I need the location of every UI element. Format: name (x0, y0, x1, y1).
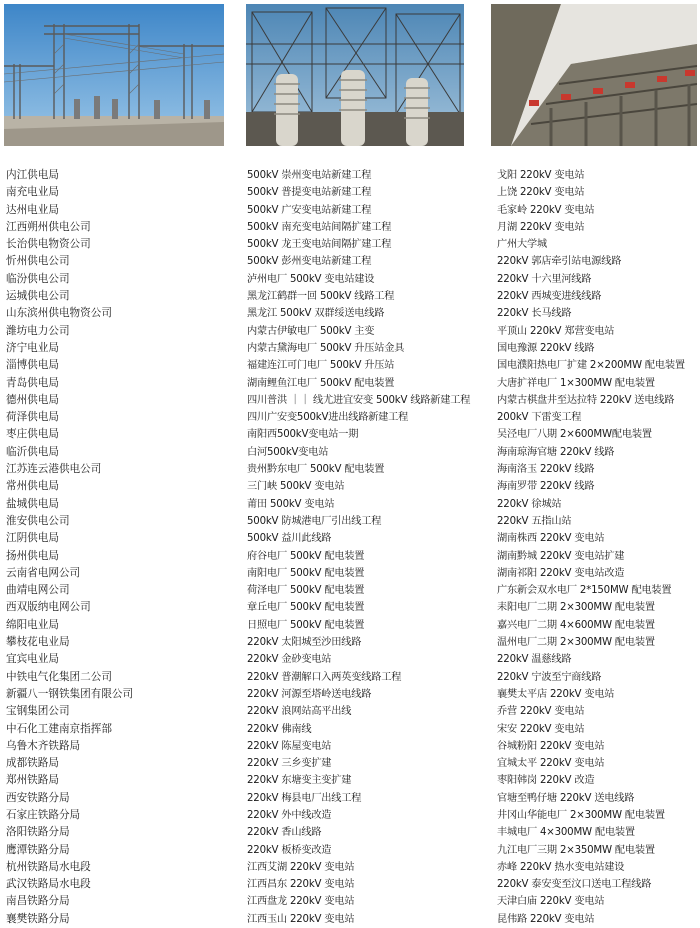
list-item: 盐城供电局 (6, 497, 59, 510)
list-item: 荷泽供电局 (6, 411, 59, 424)
list-item: 忻州供电公司 (6, 255, 70, 268)
list-item: 220kV 西城变进线线路 (497, 291, 602, 303)
list-item: 昆伟路 220kV 变电站 (497, 913, 595, 925)
list-item: 大唐扩祥电厂 1×300MW 配电装置 (497, 377, 655, 389)
list-item: 220kV 陈屋变电站 (247, 740, 332, 752)
list-item: 上饶 220kV 变电站 (497, 187, 585, 199)
list-item: 乔营 220kV 变电站 (497, 706, 585, 718)
list-item: 黑龙江鹤群一回 500kV 线路工程 (247, 291, 395, 303)
list-item: 江西盘龙 220kV 变电站 (247, 896, 355, 908)
list-item: 温州电厂二期 2×300MW 配电装置 (497, 637, 655, 649)
list-item: 四川广安变500kV进出线路新建工程 (247, 412, 409, 424)
list-item: 220kV 外中线改造 (247, 809, 332, 821)
list-item: 攀枝花电业局 (6, 636, 70, 649)
list-item: 220kV 东塘变主变扩建 (247, 775, 352, 787)
list-item: 石家庄铁路分局 (6, 808, 81, 821)
list-item: 海南琼海官塘 220kV 线路 (497, 446, 615, 458)
list-item: 曲靖电网公司 (6, 584, 70, 597)
list-item: 220kV 泰安变至汶口送电工程线路 (497, 879, 652, 891)
list-item: 德州供电局 (6, 393, 59, 406)
list-item: 临汾供电公司 (6, 272, 70, 285)
list-item: 国电濮阳热电厂扩建 2×200MW 配电装置 (497, 360, 685, 372)
list-item: 三门峡 500kV 变电站 (247, 481, 345, 493)
list-item: 戈阳 220kV 变电站 (497, 170, 585, 181)
list-item: 襄樊太平店 220kV 变电站 (497, 688, 615, 700)
list-item: 达州电业局 (6, 203, 59, 216)
list-item: 内蒙古黛海电厂 500kV 升压站金具 (247, 342, 405, 354)
list-item: 220kV 徐城站 (497, 498, 562, 510)
list-item: 220kV 宁波至宁商线路 (497, 671, 602, 683)
list-item: 220kV 三乡变扩建 (247, 758, 332, 770)
list-item: 内蒙古棋盘井至达拉特 220kV 送电线路 (497, 394, 675, 406)
list-item: 南昌铁路分局 (6, 895, 70, 908)
list-item: 500kV 广安变电站新建工程 (247, 204, 372, 216)
list-item: 220kV 金砂变电站 (247, 654, 332, 666)
list-item: 中石化工建南京指挥部 (6, 722, 112, 735)
list-item: 日照电厂 500kV 配电装置 (247, 619, 365, 631)
list-item: 宝钢集团公司 (6, 705, 70, 718)
list-item: 济宁电业局 (6, 341, 59, 354)
list-item: 青岛供电局 (6, 376, 59, 389)
list-item: 云南省电网公司 (6, 566, 81, 579)
list-item: 长治供电物资公司 (6, 238, 91, 251)
list-item: 枣阳韩岗 220kV 改造 (497, 775, 595, 787)
list-item: 宜城太平 220kV 变电站 (497, 758, 605, 770)
list-item: 莆田 500kV 变电站 (247, 498, 335, 510)
list-item: 220kV 五指山站 (497, 515, 572, 527)
list-item: 江西朔州供电公司 (6, 220, 91, 233)
list-item: 绵阳电业局 (6, 618, 59, 631)
list-item: 220kV 太阳城至沙田线路 (247, 637, 362, 649)
list-item: 襄樊铁路分局 (6, 912, 70, 925)
list-item: 府谷电厂 500kV 配电装置 (247, 550, 365, 562)
list-item: 江西玉山 220kV 变电站 (247, 913, 355, 925)
list-item: 官塘至鸭仔塘 220kV 送电线路 (497, 792, 635, 804)
list-item: 耒阳电厂二期 2×300MW 配电装置 (497, 602, 655, 614)
list-item: 常州供电局 (6, 480, 59, 493)
list-item: 湖南株西 220kV 变电站 (497, 533, 605, 545)
list-item: 乌鲁木齐铁路局 (6, 739, 81, 752)
list-item: 宜宾电业局 (6, 653, 59, 666)
list-item: 鹰潭铁路分局 (6, 843, 70, 856)
list-item: 福建连江可门电厂 500kV 升压站 (247, 360, 395, 372)
list-item: 赤峰 220kV 热水变电站建设 (497, 861, 625, 873)
list-item: 吴泾电厂八期 2×600MW配电装置 (497, 429, 652, 441)
list-item: 江西昌东 220kV 变电站 (247, 879, 355, 891)
list-item: 郑州铁路局 (6, 774, 59, 787)
list-item: 宋安 220kV 变电站 (497, 723, 585, 735)
list-item: 湖南黔城 220kV 变电站扩建 (497, 550, 625, 562)
list-item: 广州大学城 (497, 239, 547, 251)
list-item: 贵州黔东电厂 500kV 配电装置 (247, 464, 385, 476)
list-item: 山东滨州供电物资公司 (6, 307, 112, 320)
list-item: 500kV 防城港电厂引出线工程 (247, 515, 382, 527)
list-item: 500kV 南充变电站间隔扩建工程 (247, 221, 392, 233)
list-item: 荷泽电厂 500kV 配电装置 (247, 585, 365, 597)
list-item: 嘉兴电厂二期 4×600MW 配电装置 (497, 619, 655, 631)
list-item: 220kV 板桥变改造 (247, 844, 332, 856)
list-item: 扬州供电局 (6, 549, 59, 562)
list-item: 潍坊电力公司 (6, 324, 70, 337)
substation-insulators-photo (246, 4, 464, 146)
list-item: 220kV 普潮解口入两英变线路工程 (247, 671, 402, 683)
list-item: 新疆八一钢铁集团有限公司 (6, 687, 134, 700)
list-item: 广东新会双水电厂 2*150MW 配电装置 (497, 585, 672, 597)
list-item: 白河500kV变电站 (247, 446, 329, 458)
list-item: 井冈山华能电厂 2×300MW 配电装置 (497, 809, 665, 821)
list-item: 西安铁路分局 (6, 791, 70, 804)
list-item: 章丘电厂 500kV 配电装置 (247, 602, 365, 614)
client-list (6, 167, 238, 928)
list-item: 月湖 220kV 变电站 (497, 221, 585, 233)
list-item: 淮安供电公司 (6, 514, 70, 527)
list-item: 南阳西500kV变电站一期 (247, 429, 359, 441)
list-item: 平顶山 220kV 郑营变电站 (497, 325, 615, 337)
list-item: 南阳电厂 500kV 配电装置 (247, 567, 365, 579)
list-item: 四川普洪 ｜｜ 线尤进宜安变 500kV 线路新建工程 (247, 394, 471, 406)
list-item: 武汉铁路局水电段 (6, 878, 91, 891)
list-item: 天津白庙 220kV 变电站 (497, 896, 605, 908)
substation-photo (4, 4, 224, 146)
list-item: 内蒙古伊敏电厂 500kV 主变 (247, 325, 375, 337)
list-item: 湖南鲤鱼江电厂 500kV 配电装置 (247, 377, 395, 389)
list-item: 220kV 十六里河线路 (497, 273, 592, 285)
list-item: 湖南祁阳 220kV 变电站改造 (497, 567, 625, 579)
list-item: 220kV 香山线路 (247, 827, 322, 839)
hydropower-dam-photo (491, 4, 697, 146)
list-item: 220kV 浪网站高平出线 (247, 706, 352, 718)
list-item: 500kV 普提变电站新建工程 (247, 187, 372, 199)
list-item: 220kV 河源至塔岭送电线路 (247, 688, 372, 700)
list-item: 500kV 益川此线路 (247, 533, 332, 545)
list-item: 海南罗带 220kV 线路 (497, 481, 595, 493)
list-item: 江西艾湖 220kV 变电站 (247, 861, 355, 873)
list-item: 中铁电气化集团二公司 (6, 670, 112, 683)
list-item: 500kV 彭州变电站新建工程 (247, 256, 372, 268)
list-item: 海南洛玉 220kV 线路 (497, 464, 595, 476)
list-item: 丰城电厂 4×300MW 配电装置 (497, 827, 635, 839)
list-item: 220kV 郭店牵引站电源线路 (497, 256, 622, 268)
list-item: 九江电厂三期 2×350MW 配电装置 (497, 844, 655, 856)
list-item: 杭州铁路局水电段 (6, 860, 91, 873)
list-item: 220kV 温慈线路 (497, 654, 572, 666)
list-item: 南充电业局 (6, 186, 59, 199)
project-list-220kv (497, 167, 697, 928)
list-item: 内江供电局 (6, 169, 59, 181)
list-item: 运城供电公司 (6, 290, 70, 303)
list-item: 江阴供电局 (6, 532, 59, 545)
list-item: 洛阳铁路分局 (6, 826, 70, 839)
list-item: 西双版纳电网公司 (6, 601, 91, 614)
list-item: 成都铁路局 (6, 757, 59, 770)
list-item: 黑龙江 500kV 双群绥送电线路 (247, 308, 385, 320)
list-item: 500kV 崇州变电站新建工程 (247, 170, 372, 181)
list-item: 毛家岭 220kV 变电站 (497, 204, 595, 216)
list-item: 500kV 龙王变电站间隔扩建工程 (247, 239, 392, 251)
project-list-500kv (247, 167, 495, 928)
list-item: 临沂供电局 (6, 445, 59, 458)
list-item: 淄博供电局 (6, 359, 59, 372)
list-item: 枣庄供电局 (6, 428, 59, 441)
list-item: 220kV 长马线路 (497, 308, 572, 320)
list-item: 200kV 下雷变工程 (497, 412, 582, 424)
list-item: 谷城粉阳 220kV 变电站 (497, 740, 605, 752)
list-item: 国电豫源 220kV 线路 (497, 342, 595, 354)
list-item: 江苏连云港供电公司 (6, 463, 102, 476)
list-item: 泸州电厂 500kV 变电站建设 (247, 273, 375, 285)
list-item: 220kV 佛南线 (247, 723, 312, 735)
list-item: 220kV 梅县电厂出线工程 (247, 792, 362, 804)
